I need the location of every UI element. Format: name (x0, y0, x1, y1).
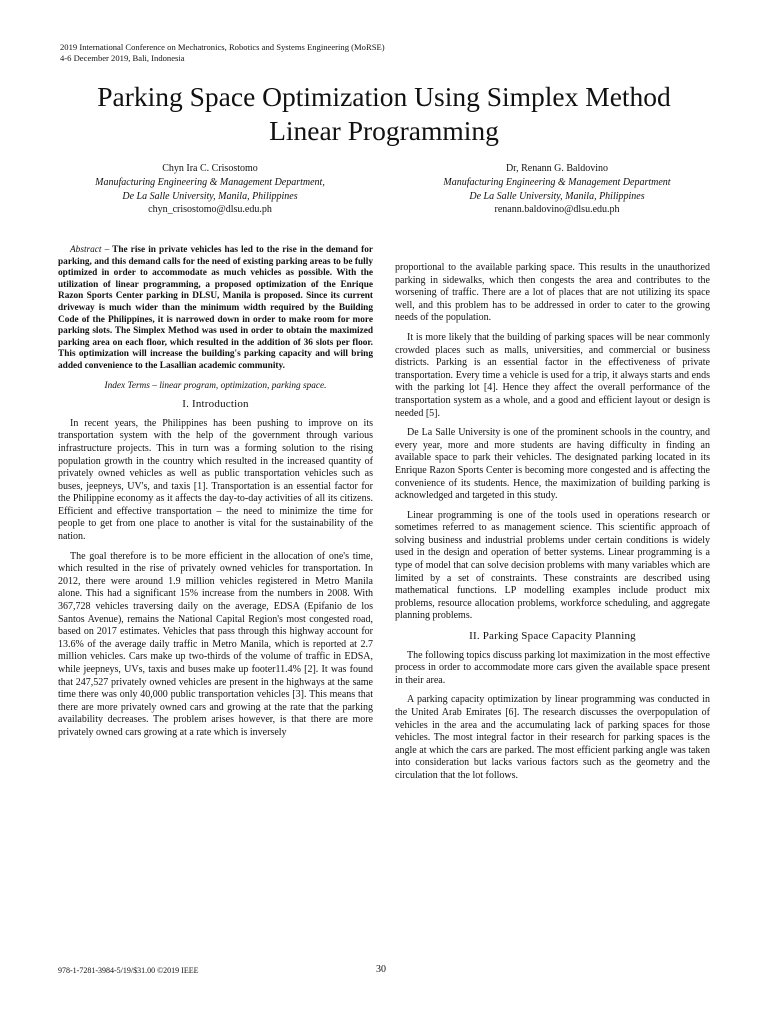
section-heading-parking-capacity: II. Parking Space Capacity Planning (469, 630, 636, 643)
title-line-1: Parking Space Optimization Using Simplex Method (97, 81, 671, 112)
left-column (58, 245, 373, 747)
index-terms: Index Terms – linear program, optimization, parking space. (104, 380, 327, 391)
author-block-1 (50, 162, 370, 217)
paragraph: In recent years, the Philippines has been pushing to improve on its transportation system with the help of the government through various infrastructure projects. This in turn was a forming solution to the rising population growth in the country which resulted in the increased quantity of privately owned vehicles as well as public transportation vehicles such as buses, jeepneys, UV's, and taxis [1]. Transportation is an essential factor for the Philippine economy as it affects the day-to-day activities of all its citizens. Efficient and effective transportation – the need to minimize the time for people to get from one place to another is vital for the sustainability of the nation. (58, 417, 373, 543)
right-column (395, 262, 710, 790)
author-university: De La Salle University, Manila, Philippines (469, 190, 645, 202)
page-number: 30 (376, 964, 386, 975)
author-email: renann.baldovino@dlsu.edu.ph (494, 204, 620, 216)
author-block-2 (397, 162, 717, 217)
conference-line-2: 4-6 December 2019, Bali, Indonesia (60, 53, 185, 63)
paragraph: De La Salle University is one of the prominent schools in the country, and every year, more and more students are having difficulty in finding an available space to park their vehicles. The designated parking located in its Enrique Razon Sports Center is becoming more congested and is affecting the convenience of its students. Hence, the maximization of building parking is acknowledged and targeted in this study. (395, 427, 710, 502)
author-affiliation: Manufacturing Engineering & Management Department, (95, 176, 325, 188)
paragraph: Linear programming is one of the tools used in operations research or sometimes referred to as management science. This scientific approach of solving business and industrial problems under certain conditions is widely used in the design and operation of better systems. Linear programming is a type of model that can solve decision problems with many variables which are limited by a set of constraints. These constraints are described using mathematical functions. LP modelling examples include product mix problems, resource allocation problems, workforce scheduling, and aggregate planning problems. (395, 509, 710, 622)
paragraph: The goal therefore is to be more efficient in the allocation of one's time, which resulted in the rise of privately owned vehicles for transportation. In 2012, there were around 1.9 million vehicles registered in Metro Manila alone. This had a significant 15% increase from the numbers in 2008. With 367,728 vehicles traversing daily on the average, EDSA (Epifanio de los Santos Avenue), remains the National Capital Region's most congested road, based on 2017 estimates. Vehicles that pass through this highway account for 13.6% of the average daily traffic in Metro Manila, which is reported at 2.7 million vehicles. Cars make up two-thirds of the volume of traffic in EDSA, while jeepneys, UVs, taxis and buses make up footer11.4% [2]. It was found that 247,527 privately owned vehicles are present in the highways at the same time there was only 40,000 public transportation vehicles [3]. This means that there are more privately owned cars and growing at the rate that the parking availability decreases. The problem arises however, is that there are more privately owned cars growing at a rate which is inversely (58, 550, 373, 738)
abstract (58, 245, 373, 373)
abstract-lead: Abstract – (70, 245, 110, 255)
paragraph: A parking capacity optimization by linear programming was conducted in the United Arab Emirates [6]. The research discusses the overpopulation of vehicles in the area and the accumulating lack of parking spaces for those vehicles. The most integral factor in their research for parking spaces is the angle at which the cars are parked. The most efficient parking angle was taken into consideration but lacks various factors such as the geometry and the circulation that the lot follows. (395, 694, 710, 781)
conference-line-1: 2019 International Conference on Mechatronics, Robotics and Systems Engineering (MoRSE) (60, 42, 385, 52)
author-affiliation: Manufacturing Engineering & Management Department (443, 176, 671, 188)
paper-title (30, 80, 738, 148)
paragraph: The following topics discuss parking lot maximization in the most effective process in order to accommodate more cars given the available space present in their area. (395, 649, 710, 686)
author-name: Dr, Renann G. Baldovino (505, 163, 609, 174)
paragraph: It is more likely that the building of parking spaces will be near commonly crowded places such as malls, universities, and commercial or business districts. Parking is an essential factor in the effectiveness of private transportation. Every time a vehicle is used for a trip, it always starts and ends with the parking lot [4]. Hence they affect the overall performance of the transportation system as a whole, and a good and efficient layout or design is needed [5]. (395, 331, 710, 419)
author-university: De La Salle University, Manila, Philippines (122, 190, 298, 202)
section-heading-introduction: I. Introduction (182, 398, 249, 411)
abstract-text: The rise in private vehicles has led to the rise in the demand for parking, and this demand calls for the need of existing parking areas to be fully optimized in order to accommodate as much vehicles as possible. With the utilization of linear programming, a proposed optimization of the Enrique Razon Sports Center parking in DLSU, Manila is proposed. Since its current driveway is much wider than the minimum width required by the Building Code of the Philippines, it is narrowed down in order to make room for more parking slots. The Simplex Method was used in order to obtain the maximized parking area on each floor, which resulted in the addition of 36 slots per floor. This optimization will increase the building's parking capacity and will bring added convenience to the Lasallian academic community. (58, 245, 373, 371)
paragraph-continued: proportional to the available parking space. This results in the unauthorized parking in sidewalks, which then congests the area and contributes to the worsening of traffic. There are a lot of places that are not utilizing its space well, and this problem has to be addressed in order to cater to the growing needs of the population. (395, 262, 710, 324)
conference-header (60, 42, 385, 64)
author-email: chyn_crisostomo@dlsu.edu.ph (148, 204, 272, 216)
footer-isbn: 978-1-7281-3984-5/19/$31.00 ©2019 IEEE (58, 966, 199, 975)
author-name: Chyn Ira C. Crisostomo (162, 163, 258, 174)
title-line-2: Linear Programming (269, 115, 499, 146)
